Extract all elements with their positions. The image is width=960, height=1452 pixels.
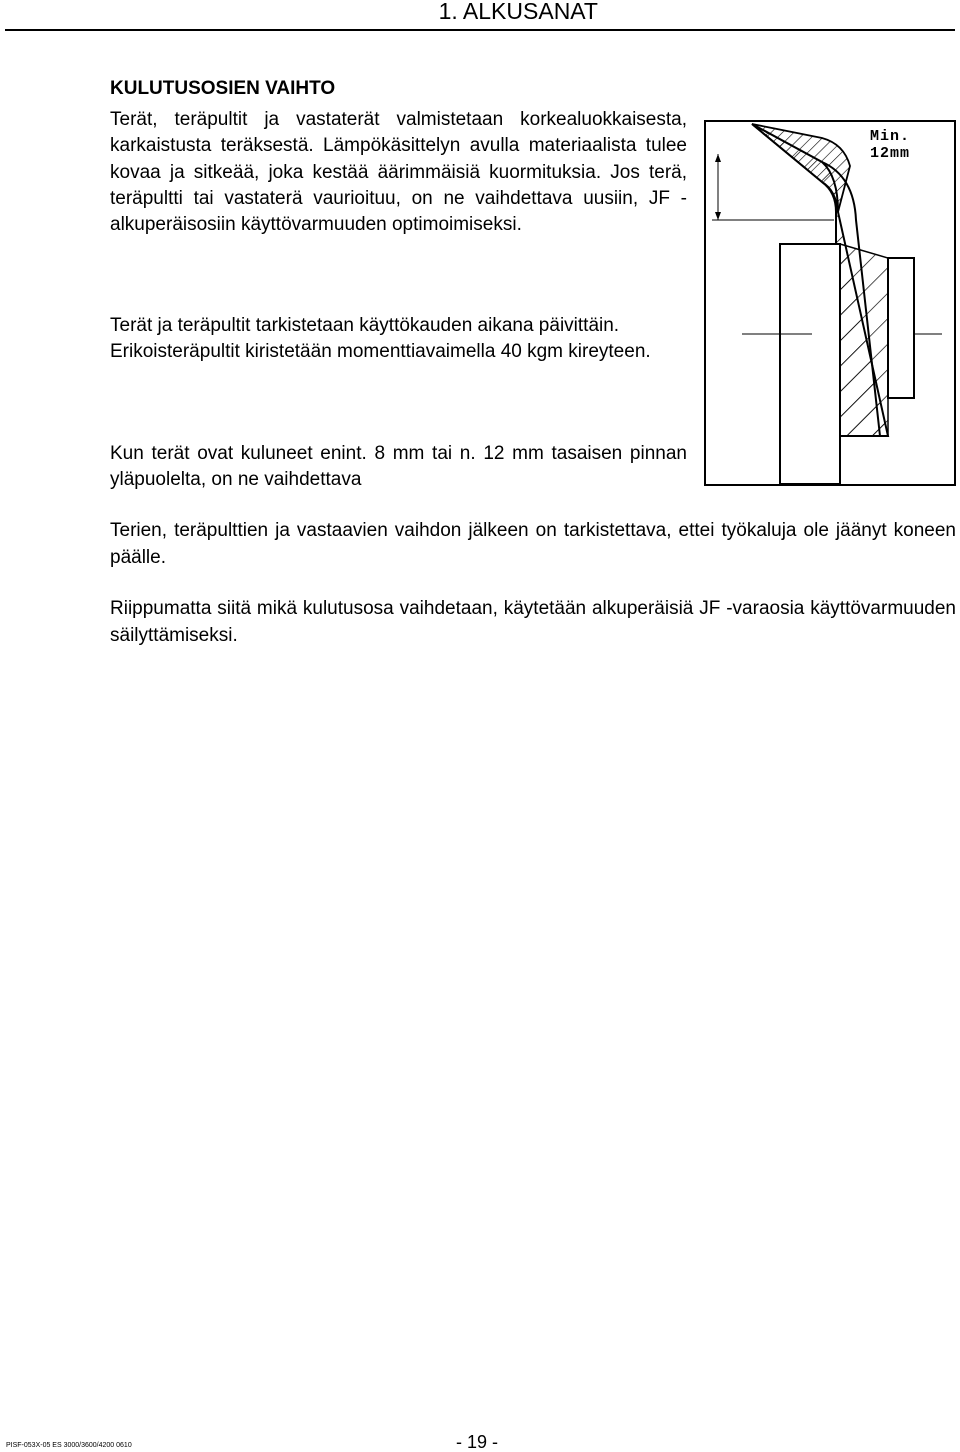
paragraph-inspection-torque: Erikoisteräpultit kiristetään momenttiavaimella 40 kgm kireyteen. — [110, 341, 651, 363]
paragraph-wear-limit: Kun terät ovat kuluneet enint. 8 mm tai n. 12 mm tasaisen pinnan yläpuolelta, on ne vaihdettava — [110, 443, 687, 491]
paragraph-check-tools: Terien, teräpulttien ja vastaavien vaihdon jälkeen on tarkistettava, ettei työkaluja ole jäänyt koneen päälle. — [110, 520, 956, 568]
paragraph-inspection — [110, 313, 687, 366]
min-wear-label-line1: Min. — [870, 128, 911, 145]
paragraph-inspection-daily: Terät ja teräpultit tarkistetaan käyttökauden aikana päivittäin. — [110, 315, 620, 336]
min-wear-label-line2: 12mm — [870, 145, 911, 162]
blade-holder — [780, 244, 840, 484]
section-title: KULUTUSOSIEN VAIHTO — [110, 78, 336, 99]
support-plate — [888, 258, 914, 398]
paragraph-original-parts: Riippumatta siitä mikä kulutusosa vaihdetaan, käytetään alkuperäisiä JF -varaosia käyttövarmuuden säilyttämiseksi. — [110, 598, 956, 646]
blade-wear-diagram-svg — [704, 120, 956, 486]
document-code: PISF-053X-05 ES 3000/3600/4200 0610 — [6, 1442, 132, 1449]
blade-wear-diagram — [704, 120, 956, 486]
page-header-title: 1. ALKUSANAT — [438, 0, 598, 24]
page-number: - 19 - — [456, 1432, 499, 1452]
min-wear-label — [870, 128, 910, 162]
paragraph-wear-parts-intro: Terät, teräpultit ja vastaterät valmistetaan korkealuokkaisesta, karkaistusta teräksestä. Lämpökäsittelyn avulla materiaalista tulee kovaa ja sitkeää, joka kestää äärimmäisiä kuormituksia. Jos terä, teräpultti tai vastaterä vaurioituu, on ne vaihdettava uusiin, JF -alkuperäisosiin käyttövarmuuden optimoimiseksi. — [110, 109, 687, 236]
header-divider — [5, 29, 955, 31]
